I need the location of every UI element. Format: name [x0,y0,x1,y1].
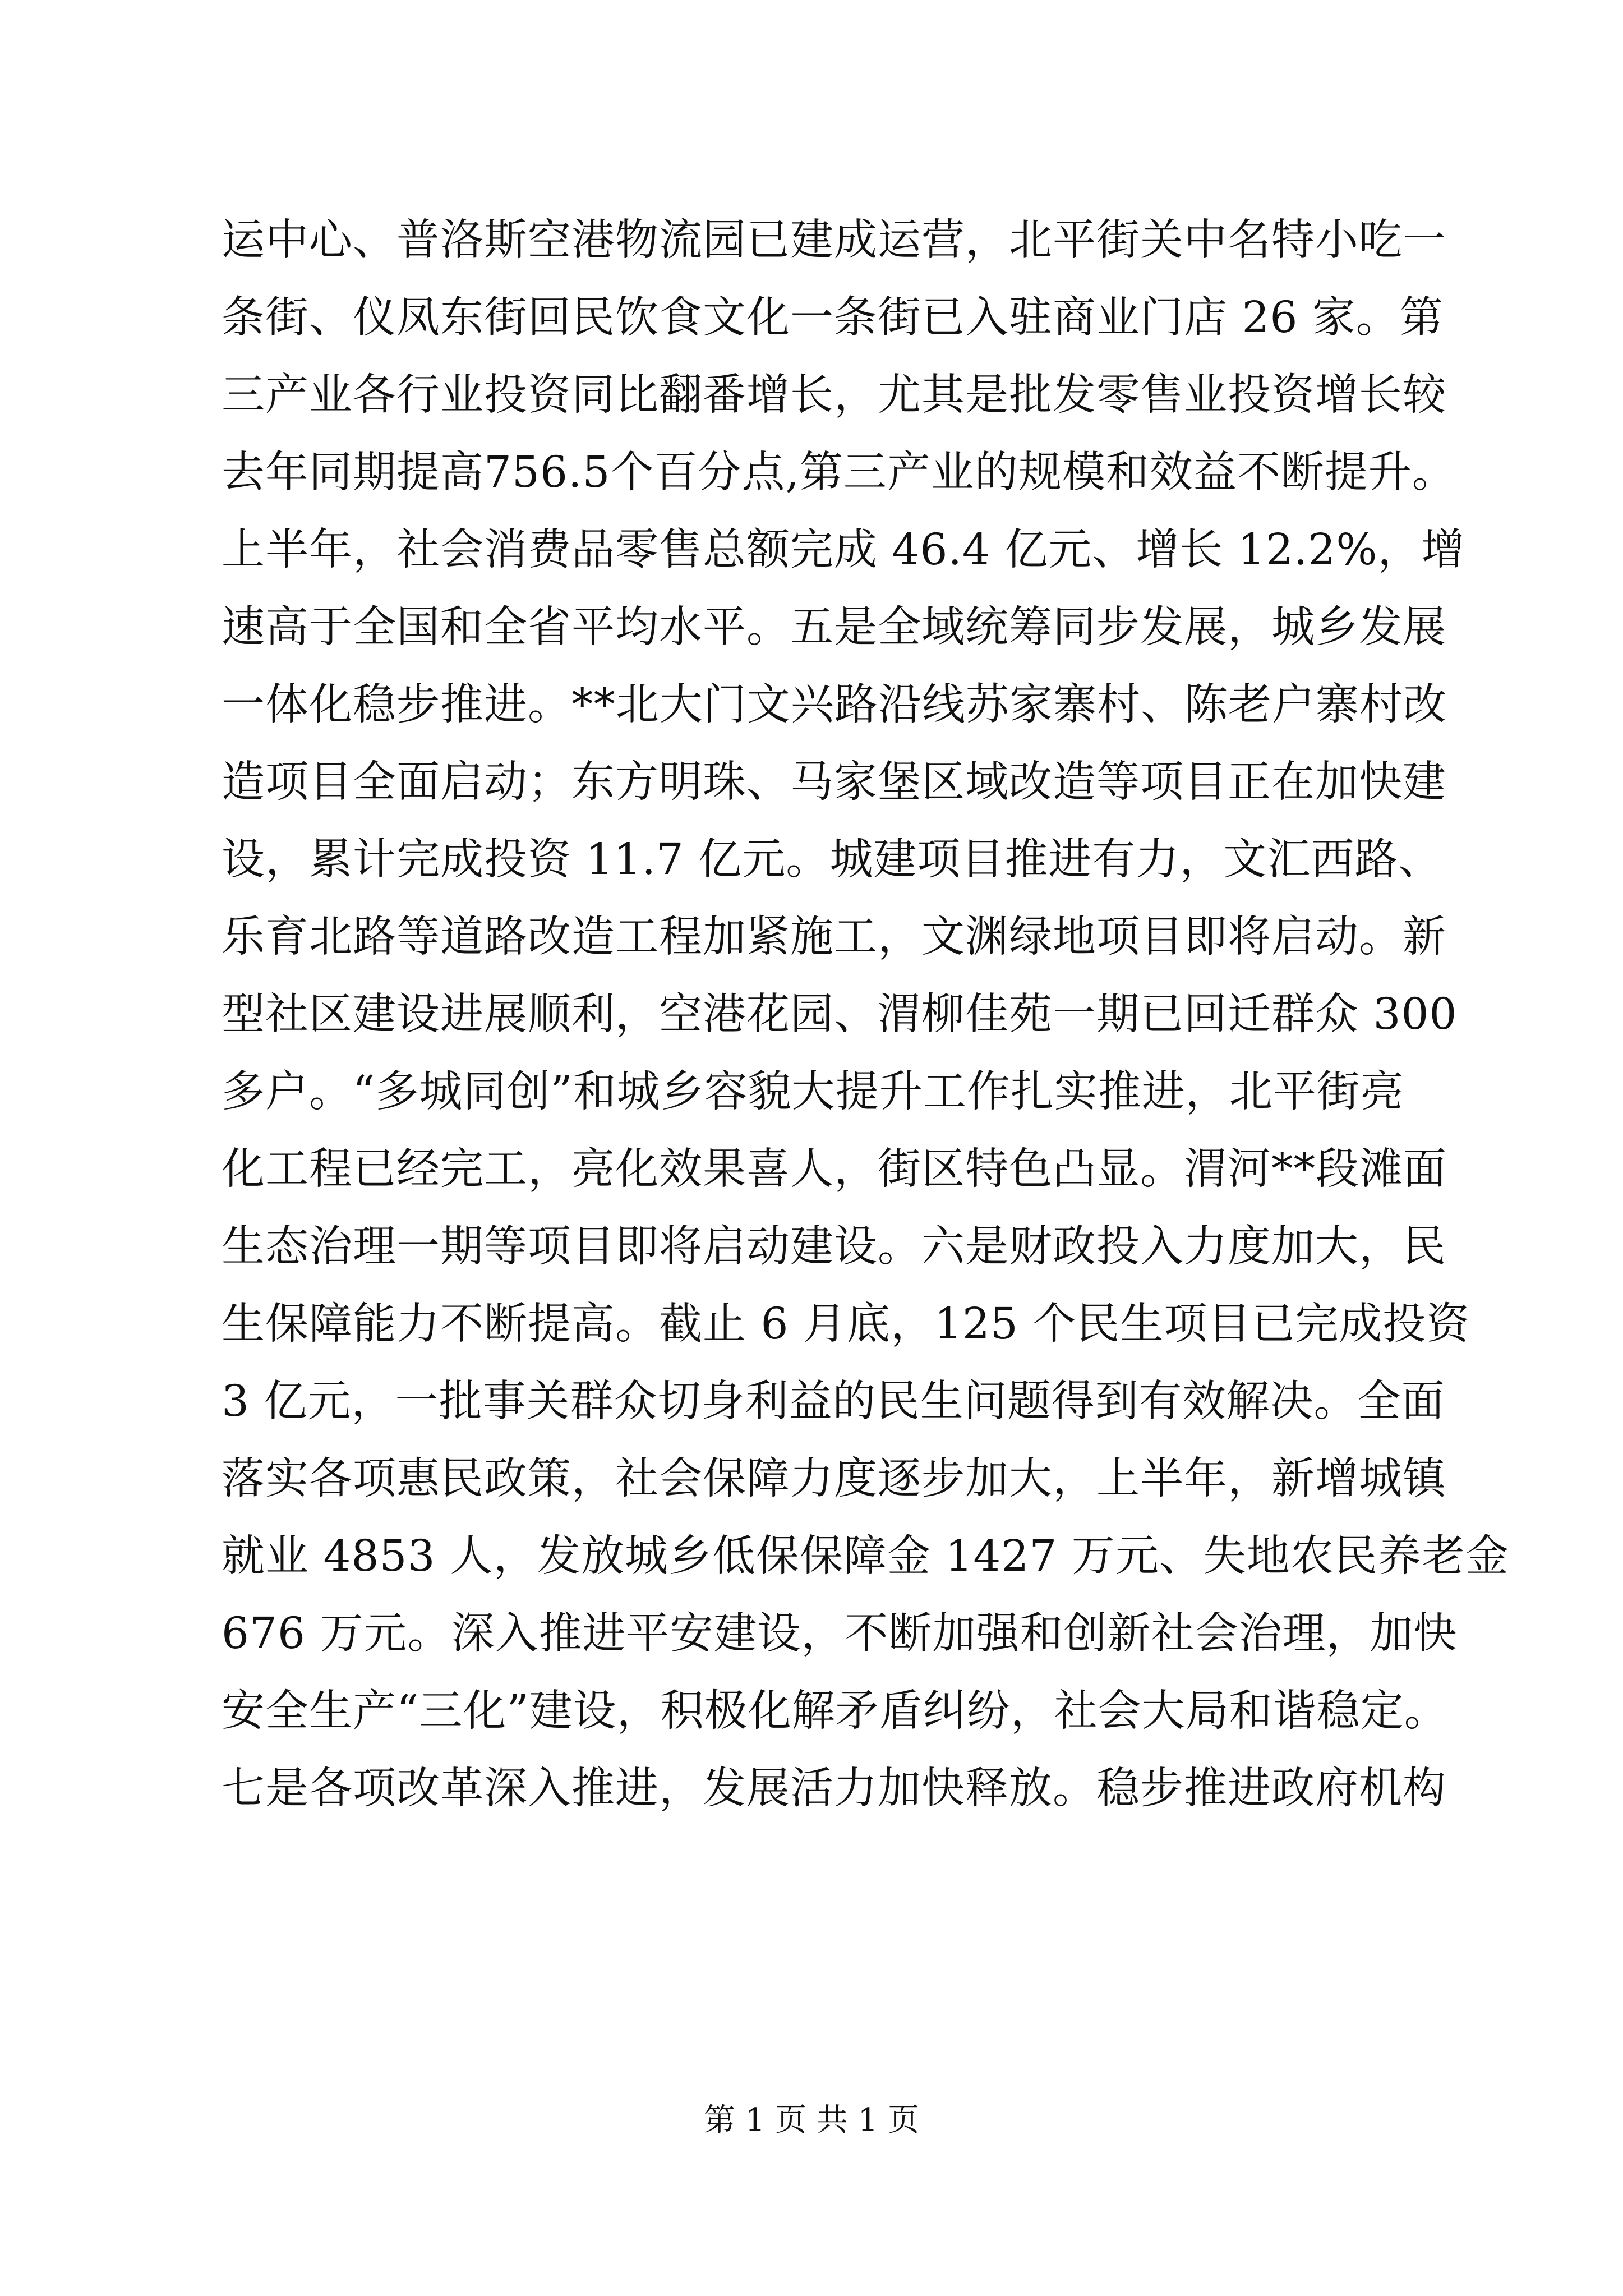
text-line: 3 亿元，一批事关群众切身利益的民生问题得到有效解决。全面 [222,1377,1445,1427]
text-line: 一体化稳步推进。**北大门文兴路沿线苏家寨村、陈老户寨村改 [222,680,1447,730]
text-line: 落实各项惠民政策，社会保障力度逐步加大，上半年，新增城镇 [222,1454,1446,1504]
text-line: 就业 4853 人，发放城乡低保保障金 1427 万元、失地农民养老金 [222,1531,1509,1581]
text-line: 乐育北路等道路改造工程加紧施工，文渊绿地项目即将启动。新 [222,912,1446,962]
text-line: 运中心、普洛斯空港物流园已建成运营，北平街关中名特小吃一 [222,215,1446,265]
text-line: 安全生产“三化”建设，积极化解矛盾纠纷，社会大局和谐稳定。 [222,1686,1448,1736]
text-line: 生保障能力不断提高。截止 6 月底，125 个民生项目已完成投资 [222,1299,1470,1349]
text-line: 去年同期提高756.5个百分点,第三产业的规模和效益不断提升。 [222,448,1456,498]
text-line: 造项目全面启动；东方明珠、马家堡区域改造等项目正在加快建 [222,757,1446,807]
page-footer [0,2098,1623,2143]
text-line: 化工程已经完工，亮化效果喜人，街区特色凸显。渭河**段滩面 [222,1144,1447,1194]
text-line: 676 万元。深入推进平安建设，不断加强和创新社会治理，加快 [222,1609,1458,1659]
text-line: 生态治理一期等项目即将启动建设。六是财政投入力度加大，民 [222,1222,1446,1272]
page-number-label: 第 1 页 共 1 页 [703,2102,920,2138]
text-line: 三产业各行业投资同比翻番增长，尤其是批发零售业投资增长较 [222,370,1446,420]
text-line: 设，累计完成投资 11.7 亿元。城建项目推进有力，文汇西路、 [222,835,1442,885]
text-line: 条街、仪凤东街回民饮食文化一条街已入驻商业门店 26 家。第 [222,293,1444,343]
text-line: 型社区建设进展顺利，空港花园、渭柳佳苑一期已回迁群众 300 [222,990,1458,1039]
text-line: 多户。“多城同创”和城乡容貌大提升工作扎实推进，北平街亮 [222,1067,1404,1117]
text-line: 速高于全国和全省平均水平。五是全域统筹同步发展，城乡发展 [222,602,1446,652]
body-text [222,202,1509,1828]
text-line: 上半年，社会消费品零售总额完成 46.4 亿元、增长 12.2%，增 [222,525,1465,575]
text-line: 七是各项改革深入推进，发展活力加快释放。稳步推进政府机构 [222,1764,1446,1814]
